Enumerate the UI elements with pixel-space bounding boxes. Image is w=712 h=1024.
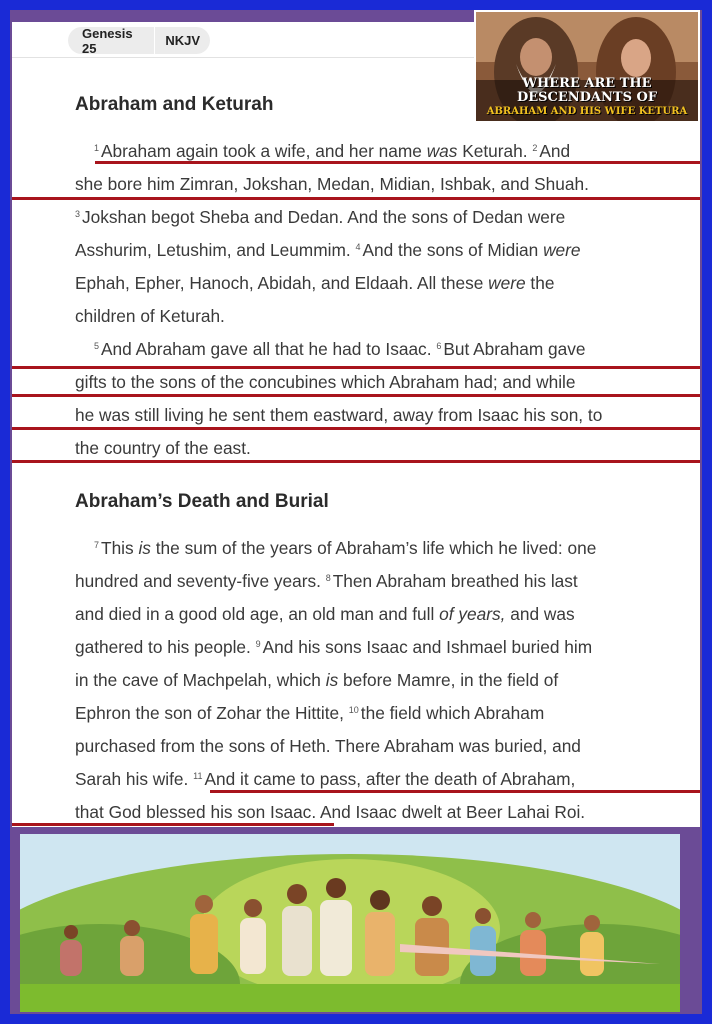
section-heading-keturah: Abraham and Keturah [75, 94, 274, 115]
verse-line: Ephron the son of Zohar the Hittite, $^{10}$ the field which Abraham [75, 703, 545, 723]
verse-number: 11 [193, 771, 203, 781]
verse-number: 7 [94, 540, 100, 550]
bible-reader-page [12, 22, 700, 827]
verse-line: hundred and seventy-five years. $^8$ Then Abraham breathed his last [75, 571, 578, 591]
verse-line: she bore him Zimran, Jokshan, Medan, Midian, Ishbak, and Shuah. [75, 174, 589, 194]
annotation-underline [95, 161, 700, 164]
verse-line: $^5$ And Abraham gave all that he had to Isaac. $^6$ But Abraham gave [94, 339, 586, 359]
annotation-underline [12, 823, 334, 826]
verse-line: the country of the east. [75, 438, 251, 458]
verse-line: Sarah his wife. $^{11}$ And it came to pass, after the death of Abraham, [75, 769, 576, 789]
annotation-underline [12, 197, 700, 200]
verse-line: $^3$ Jokshan begot Sheba and Dedan. And the sons of Dedan were [75, 207, 566, 227]
illustration-people-procession [20, 834, 680, 1012]
verse-number: 3 [75, 209, 81, 219]
thumbnail-caption: WHERE ARE THE DESCENDANTS OF ABRAHAM AND HIS WIFE KETURA [486, 76, 688, 117]
verse-line: that God blessed his son Isaac. And Isaac dwelt at Beer Lahai Roi. [75, 802, 586, 822]
section-heading-death-burial: Abraham’s Death and Burial [75, 491, 329, 512]
annotation-underline [12, 394, 700, 397]
annotation-underline [12, 460, 700, 463]
verse-line: children of Keturah. [75, 306, 225, 326]
version-button[interactable]: NKJV [165, 33, 200, 48]
verse-number: 8 [325, 573, 331, 583]
verse-line: he was still living he sent them eastward, away from Isaac his son, to [75, 405, 603, 425]
verse-line: gifts to the sons of the concubines which Abraham had; and while [75, 372, 576, 392]
verse-number: 9 [255, 639, 261, 649]
passage-selector[interactable] [68, 27, 210, 54]
annotation-underline [210, 790, 700, 793]
verse-line: Ephah, Epher, Hanoch, Abidah, and Eldaah. All these were the [75, 273, 555, 293]
verse-number: 1 [94, 143, 100, 153]
verse-line: Asshurim, Letushim, and Leummim. $^4$ And the sons of Midian were [75, 240, 581, 260]
verse-line: $^1$ Abraham again took a wife, and her name was Keturah. $^2$ And [94, 141, 571, 161]
verse-line: $^7$ This is the sum of the years of Abraham’s life which he lived: one [94, 538, 597, 558]
verse-number: 6 [436, 341, 442, 351]
verse-line: in the cave of Machpelah, which is before Mamre, in the field of [75, 670, 559, 690]
verse-number: 4 [355, 242, 361, 252]
verse-line: and died in a good old age, an old man and full of years, and was [75, 604, 575, 624]
illustration-art [20, 834, 680, 1012]
annotation-underline [12, 427, 700, 430]
verse-line: purchased from the sons of Heth. There Abraham was buried, and [75, 736, 581, 756]
annotation-underline [12, 366, 700, 369]
verse-line: gathered to his people. $^9$ And his sons Isaac and Ishmael buried him [75, 637, 593, 657]
book-chapter-button[interactable]: Genesis 25 [82, 25, 133, 56]
video-thumbnail[interactable] [474, 10, 700, 123]
verse-number: 10 [348, 705, 359, 715]
verse-number: 5 [94, 341, 100, 351]
verse-number: 2 [532, 143, 538, 153]
